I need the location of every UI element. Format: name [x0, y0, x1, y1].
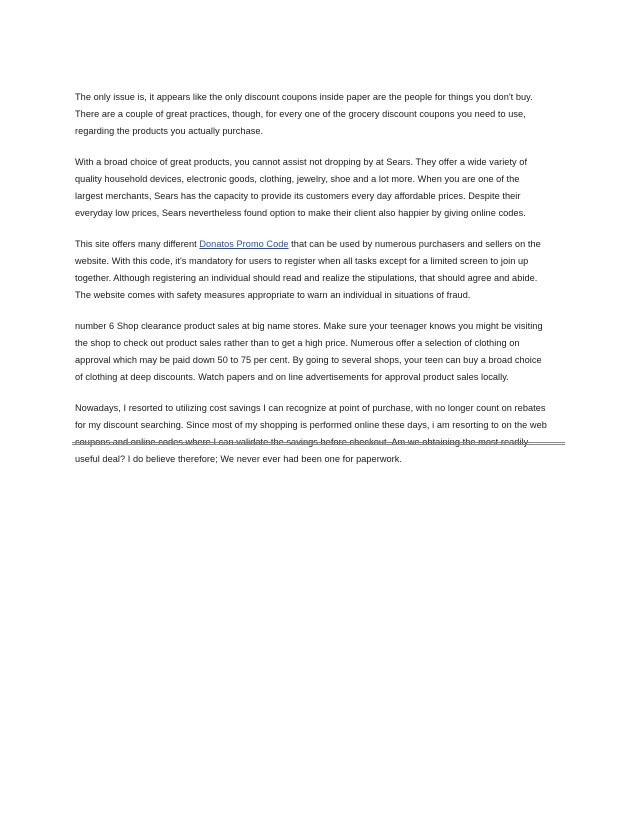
text-line: With a broad choice of great products, you cannot assist not dropping by at Sears. They offer a wide variety of	[75, 157, 528, 167]
text-segment: This site offers many different	[75, 239, 200, 249]
horizontal-rule	[72, 442, 565, 445]
text-line: the shop to check out product sales rather than to get a high price. Numerous offer a selection of clothing on	[75, 338, 520, 348]
text-line: The only issue is, it appears like the only discount coupons inside paper are the people for things you don't buy.	[75, 92, 533, 102]
paragraph-promo-code	[75, 236, 567, 304]
text-line: useful deal? I do believe therefore; We never ever had been one for paperwork.	[75, 454, 403, 464]
text-line: website. With this code, it's mandatory for users to register when all tasks except for a limited screen to join up	[75, 256, 529, 266]
paragraph-savings	[75, 400, 567, 468]
paragraph-sears	[75, 154, 567, 222]
paragraph-clearance	[75, 318, 567, 386]
text-line: of clothing at deep discounts. Watch papers and on line advertisements for approval product sales locally.	[75, 372, 509, 382]
text-line: quality household devices, electronic goods, clothing, jewelry, shoe and a lot more. When you are one of the	[75, 174, 520, 184]
text-line: number 6 Shop clearance product sales at big name stores. Make sure your teenager knows you might be visiting	[75, 321, 543, 331]
document-body	[75, 89, 567, 482]
paragraph-coupons-intro	[75, 89, 567, 140]
text-line: for my discount searching. Since most of my shopping is performed online these days, i am resorting to on the web	[75, 420, 547, 430]
text-line: The website comes with safety measures appropriate to warn an individual in situations of fraud.	[75, 290, 471, 300]
text-line: coupons and online codes where I can validate the savings before checkout. Am we obtaining the most readily	[75, 437, 529, 447]
text-line: approval which may be paid down 50 to 75 per cent. By going to several shops, your teen can buy a broad choice	[75, 355, 542, 365]
text-line: Nowadays, I resorted to utilizing cost savings I can recognize at point of purchase, with no longer count on rebates	[75, 403, 546, 413]
text-line: everyday low prices, Sears nevertheless found option to make their client also happier by giving online codes.	[75, 208, 526, 218]
text-line: together. Although registering an individual should read and realize the stipulations, that should agree and abide.	[75, 273, 538, 283]
text-line: regarding the products you actually purchase.	[75, 126, 264, 136]
text-line: largest merchants, Sears has the capacity to provide its customers every day affordable prices. Despite their	[75, 191, 521, 201]
donatos-promo-code-link[interactable]: Donatos Promo Code	[199, 239, 289, 249]
text-line: There are a couple of great practices, though, for every one of the grocery discount coupons you need to use,	[75, 109, 526, 119]
text-segment: that can be used by numerous purchasers and sellers on the	[288, 239, 541, 249]
text-line-with-link	[75, 236, 567, 253]
